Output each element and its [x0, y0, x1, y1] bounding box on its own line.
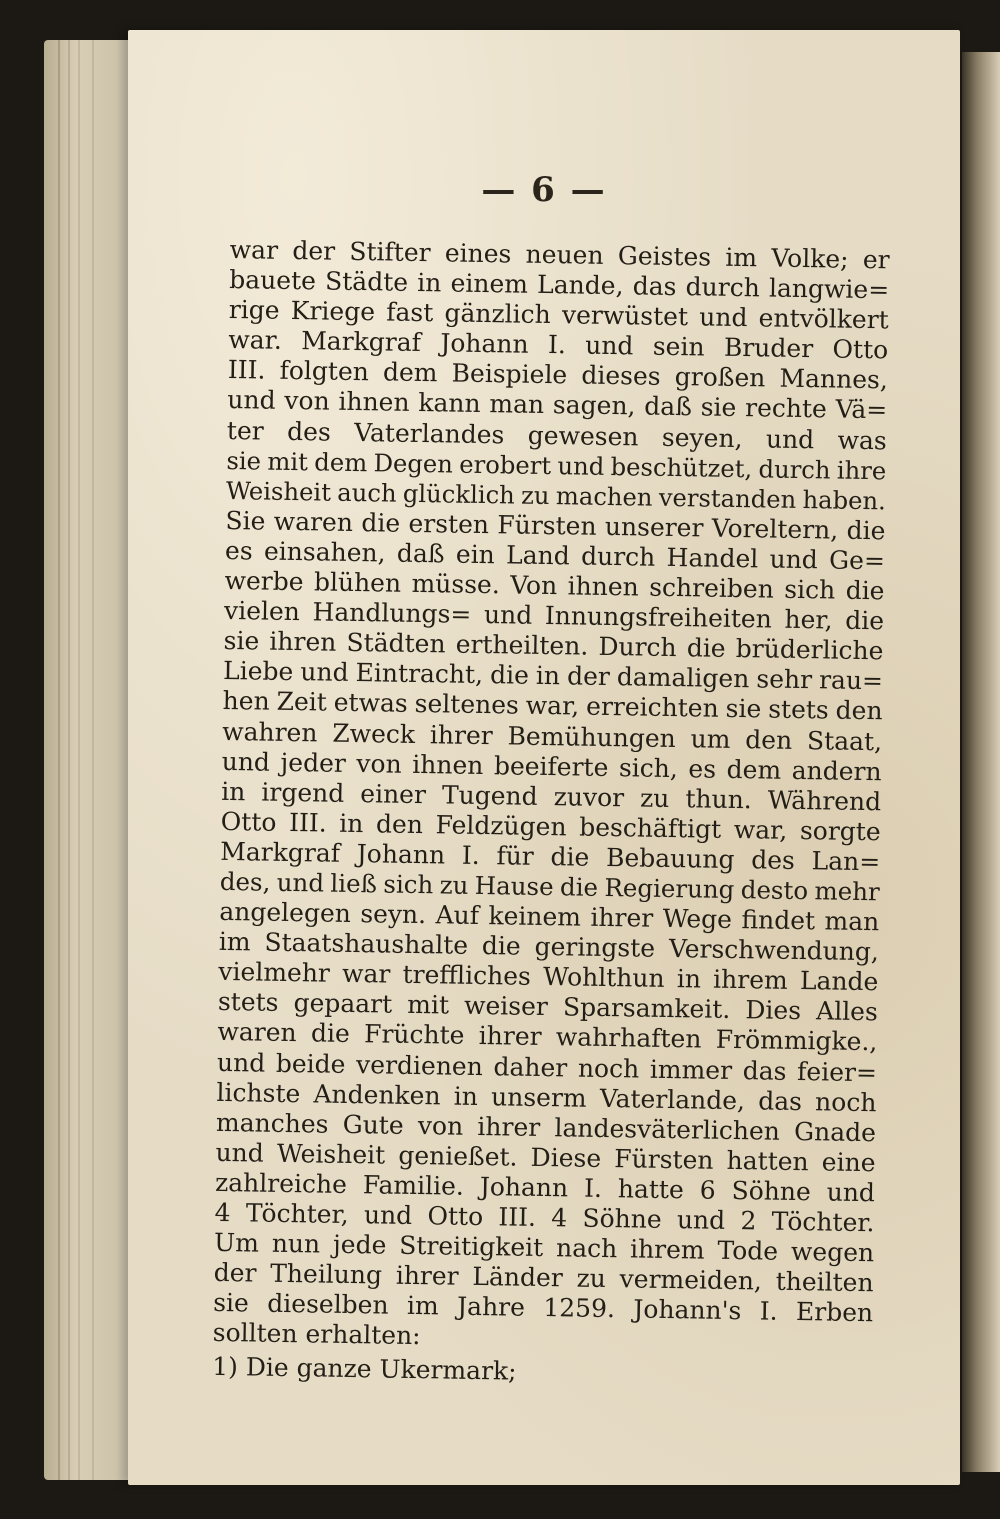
text-line-37: sollten erhalten:	[212, 1318, 421, 1351]
text-line-6: und von ihnen kann man sagen, daß sie rechte Vä=	[227, 385, 888, 425]
text-line-25: vielmehr war treffliches Wohlthun in ihrem Lande	[218, 957, 879, 997]
list-item-1: 1) Die ganze Ukermark;	[211, 1352, 517, 1387]
text-line-19: in irgend einer Tugend zuvor zu thun. Während	[221, 776, 882, 816]
text-line-8: sie mit dem Degen erobert und beschützet, durch ihre	[226, 445, 887, 485]
text-line-20: Otto III. in den Feldzügen beschäftigt war, sorgte	[220, 806, 881, 847]
text-line-23: angelegen seyn. Auf keinem ihrer Wege findet man	[219, 896, 880, 937]
text-line-16: hen Zeit etwas seltenes war, erreichten sie stets den	[222, 686, 883, 726]
text-line-17: wahren Zweck ihrer Bemühungen um den Staat,	[221, 716, 883, 756]
text-line-4: war. Markgraf Johann I. und sein Bruder Otto	[228, 325, 889, 365]
text-line-13: vielen Handlungs= und Innungsfreiheiten her, die	[223, 596, 885, 636]
text-line-9: Weisheit auch glücklich zu machen verstanden haben.	[225, 475, 887, 516]
page-number-header: — 6 —	[481, 170, 607, 210]
text-line-21: Markgraf Johann I. für die Bebauung des Lan=	[220, 836, 881, 877]
text-line-11: es einsahen, daß ein Land durch Handel und Ge=	[224, 535, 886, 576]
text-line-2: bauete Städte in einem Lande, das durch langwie=	[229, 265, 890, 305]
text-line-26: stets gepaart mit weiser Sparsamkeit. Dies Alles	[217, 987, 879, 1027]
text-line-27: waren die Früchte ihrer wahrhaften Frömmigke.,	[217, 1017, 878, 1057]
text-line-3: rige Kriege fast gänzlich verwüstet und entvölkert	[228, 295, 889, 335]
text-line-12: werbe blühen müsse. Von ihnen schreiben sich die	[224, 565, 885, 606]
text-line-15: Liebe und Eintracht, die in der damaligen sehr rau=	[222, 656, 884, 696]
text-line-33: 4 Töchter, und Otto III. 4 Söhne und 2 Töchter.	[214, 1197, 875, 1238]
text-line-18: und jeder von ihnen beeiferte sich, es dem andern	[221, 746, 882, 786]
text-line-1: war der Stifter eines neuen Geistes im Volke; er	[229, 235, 890, 275]
text-line-22: des, und ließ sich zu Hause die Regierung desto mehr	[219, 866, 880, 907]
text-line-30: manches Gute von ihrer landesväterlichen Gnade	[215, 1107, 877, 1147]
text-line-7: ter des Vaterlandes gewesen seyen, und was	[226, 415, 888, 455]
text-line-29: lichste Andenken in unserm Vaterlande, das noch	[216, 1077, 877, 1117]
text-line-10: Sie waren die ersten Fürsten unserer Voreltern, die	[225, 505, 886, 546]
text-line-36: sie dieselben im Jahre 1259. Johann's I. Erben	[213, 1288, 874, 1328]
book-page	[128, 30, 960, 1485]
text-line-35: der Theilung ihrer Länder zu vermeiden, theilten	[213, 1258, 874, 1298]
text-line-31: und Weisheit genießet. Diese Fürsten hatten eine	[215, 1137, 876, 1178]
body-text	[212, 235, 890, 1393]
text-line-14: sie ihren Städten ertheilten. Durch die brüderliche	[223, 626, 884, 666]
text-line-5: III. folgten dem Beispiele dieses großen Mannes,	[227, 355, 889, 395]
right-page-edge	[962, 52, 1000, 1472]
text-line-28: und beide verdienen daher noch immer das feier=	[216, 1047, 878, 1087]
text-line-34: Um nun jede Streitigkeit nach ihrem Tode wegen	[213, 1227, 875, 1268]
text-line-24: im Staatshaushalte die geringste Verschwendung,	[218, 927, 880, 967]
text-line-32: zahlreiche Familie. Johann I. hatte 6 Söhne und	[214, 1167, 876, 1208]
